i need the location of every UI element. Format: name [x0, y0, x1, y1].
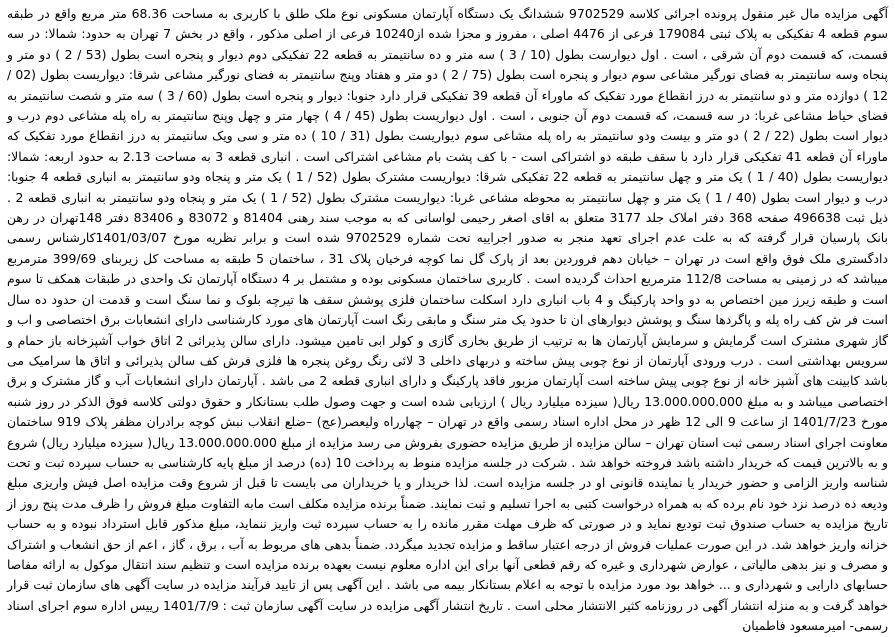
auction-notice-text: آگهی مزایده مال غیر منقول پرونده اجرائی کلاسه 9702529 ششدانگ یک دستگاه آپارتمان مسکونی نوع ملک طلق با کاربری به مساحت 68.36 متر مربع واقع در طبقه سوم قطعه 4 تفکیکی به پلاک ثبتی 179084 فرعی از 4476 اصلی ، مفروز و مجزا شده از10240 فرعی از اصلی مذکور ، واقع در بخش 7 تهران به حدود: شمالا: در سه قسمت، که قسمت دوم آن شرقی ، است . اول دیوارست بطول (10 / 3 ) سه متر و ده سانتیمتر به قطعه 22 تفکیکی دوم دیوار و پنجره است بطول (53 / 2 ) دو متر و پنجاه وسه سانتیمتر به فضای نورگیر مشاعی سوم دیوار و پنجره است بطول (75 / 2 ) دو متر و هفتاد وپنج سانتیمتر به فضای نورگیر مشاعی شرقا: دیواریست بطول (02 / 12 ) دوازده متر و دو سانتیمتر به درز انقطاع مورد تفکیک که ماوراء آن قطعه 39 تفکیکی قرار دارد جنوبا: دیوار و پنجره است بطول (60 / 3 ) سه متر و شصت سانتیمتر به فضای حیاط مشاعی غربا: در سه قسمت، که قسمت دوم آن جنوبی ، است . اول دیواریست بطول (45 / 4 ) چهار متر و چهل وپنج سانتیمتر به راه پله مشاعی دوم درب و دیوار است بطول (22 / 2 ) دو متر و بیست ودو سانتیمتر به راه پله مشاعی سوم دیواریست بطول (31 / 10 ) ده متر و سی ویک سانتیمتر به درز انقطاع مورد تفکیک که ماوراء آن قطعه 41 تفکیکی قرار دارد با سقف طبقه دو اشتراکی است - با کف پشت بام مشاعی اشتراکی است . انباری قطعه 3 به مساحت 2.13 به حدود اربعه: شمالا: دیواریست بطول (40 / 1 ) یک متر و چهل سانتیمتر به قطعه 22 تفکیکی شرقا: دیواریست مشترک بطول (52 / 1 ) یک متر و پنجاه ودو سانتیمتر به انباری قطعه 4 جنوبا: درب و دیوار است بطول (40 / 1 ) یک متر و چهل سانتیمتر به محوطه مشاعی غربا: دیواریست مشترک بطول (52 / 1 ) یک متر و پنجاه ودو سانتیمتر به انباری قطعه 2 . ذیل ثبت 496638 صفحه 368 دفتر املاک جلد 3177 متعلق به اقای اصغر رحیمی لواسانی که به موجب سند رهنی 81404 و 83072 و 83406 دفتر 148تهران در رهن بانک پارسیان قرار گرفته که به علت عدم اجرای تعهد منجر به صدور اجراییه تحت شماره 9702529 شده است و برابر نظریه مورخ 1401/03/07کارشناس رسمی دادگستری ملک فوق واقع است در تهران – خیابان دهم فروردین بعد از پارک گل نما کوچه فرخیان پلاک 31 ، ساختمان 5 طبقه به مساحت کل زیربنای 399/69 مترمربع میباشد که در زمینی به مساحت 112/8 مترمربع احداث گردیده است . کاربری ساختمان مسکونی بوده و مشتمل بر 4 دستگاه آپارتمان تک واحدی در طبقات همکف تا سوم است و طبقه زیرز مین اختصاص به دو واحد پارکینگ و 4 باب انباری دارد اسکلت ساختمان فلزی پوشش سقف ها تیرچه بلوک و نما سنگ است و قدمت ان حدود ده سال است فر ش کف راه پله و پاگردها سنگ و پوشش دیوارهای ان تا حدود یک متر سنگ و مابقی رنگ است آپارتمان های مورد کارشناسی دارای انشعابات برق اختصاصی و اب و گاز شهری مشترک است گرمایش و سرمایش آپارتمان ها به ترتیب از طریق بخاری گازی و کولر ابی تامین میشود. دارای سالن پذیرائی 2 اتاق خواب آشپزخانه باز حمام و سرویس بهداشتی است . درب ورودی آپارتمان از نوع چوبی پیش ساخته و دربهای داخلی 3 لائی رنگ روغن پنجره ها فلزی فرش کف سالن پذیرائی و اتاق ها سرامیک می باشد کابینت های آشپز خانه از نوع چوبی پیش ساخته است آپارتمان مزبور فاقد پارکینگ و دارای انباری قطعه 2 می باشد . آپارتمان دارای انشعابات آب و گاز مشترک و برق اختصاصی میباشد و به مبلغ 13.000.000.000 ریال( سیزده میلیارد ریال ) ارزیابی شده است و جهت وصول طلب بستانکار و حقوق دولتی کلاسه فوق الذکر در روز شنبه مورخ 1401/7/23 از ساعت 9 الی 12 ظهر در محل اداره اسناد رسمی واقع در تهران – چهارراه ولیعصر(عج) –ضلع انقلاب نبش کوچه برادران مظفر پلاک 919 ساختمان معاونت اجرای اسناد رسمی ثبت استان تهران – سالن مزایده از طریق مزایده حضوری بفروش می رسد مزایده از مبلغ 13.000.000.000 ریال( سیزده میلیارد ریال) شروع و به بالاترین قیمت که خریدار داشته باشد فروخته خواهد شد . شرکت در جلسه مزایده منوط به پرداخت 10 (ده) درصد از مبلغ پایه کارشناسی به حساب سپرده ثبت و تحت شناسه واریز الزامی و حضور خریدار یا نماینده قانونی او در جلسه مزایده است. لذا خریدار و یا خریداران می بایست تا قبل از شروع وقت مزایده اصل فیش واریزی مبلغ ودیعه ده درصد نزد خود نام برده که به همراه درخواست کتبی به اجرا تسلیم و ثبت نمایند. ضمناً برنده مزایده مکلف است مابه التفاوت مبلغ فروش را ظرف مدت پنج روز از تاریخ مزایده به حساب صندوق ثبت تودیع نماید و در صورتی که ظرف مهلت مقرر مانده را به حساب سپرده ثبت واریز ننماید، مبلغ مذکور قابل استرداد نبوده و به حساب خزانه واریز خواهد شد. در این صورت عملیات فروش از درجه اعتبار ساقط و مزایده تجدید میگردد. ضمناً بدهی های مربوط به آب ، برق ، گاز ، اعم از حق انشعاب و اشتراک و مصرف و نیز بدهی مالیاتی ، عوارض شهرداری و غیره که رقم قطعی آنها برای این اداره معلوم نیست بعهده برنده مزایده است و تنظیم سند انتقال موکول به ارائه مفاصا حسابهای دارایی و شهرداری و ... خواهد بود مورد مزایده با توجه به اعلام بستانکار بیمه می باشد . این آگهی پس از تایید فرآیند مزایده در سایت آگهی های سازمان ثبت قرار خواهد گرفت و به منزله انتشار آگهی در روزنامه کثیر الانتشار محلی است . تاریخ انتشار آگهی مزایده در سایت آگهی سازمان ثبت : 1401/7/9 رییس اداره سوم اجرای اسناد رسمی- امیرمسعود فاطمیان — [7, 6, 889, 634]
